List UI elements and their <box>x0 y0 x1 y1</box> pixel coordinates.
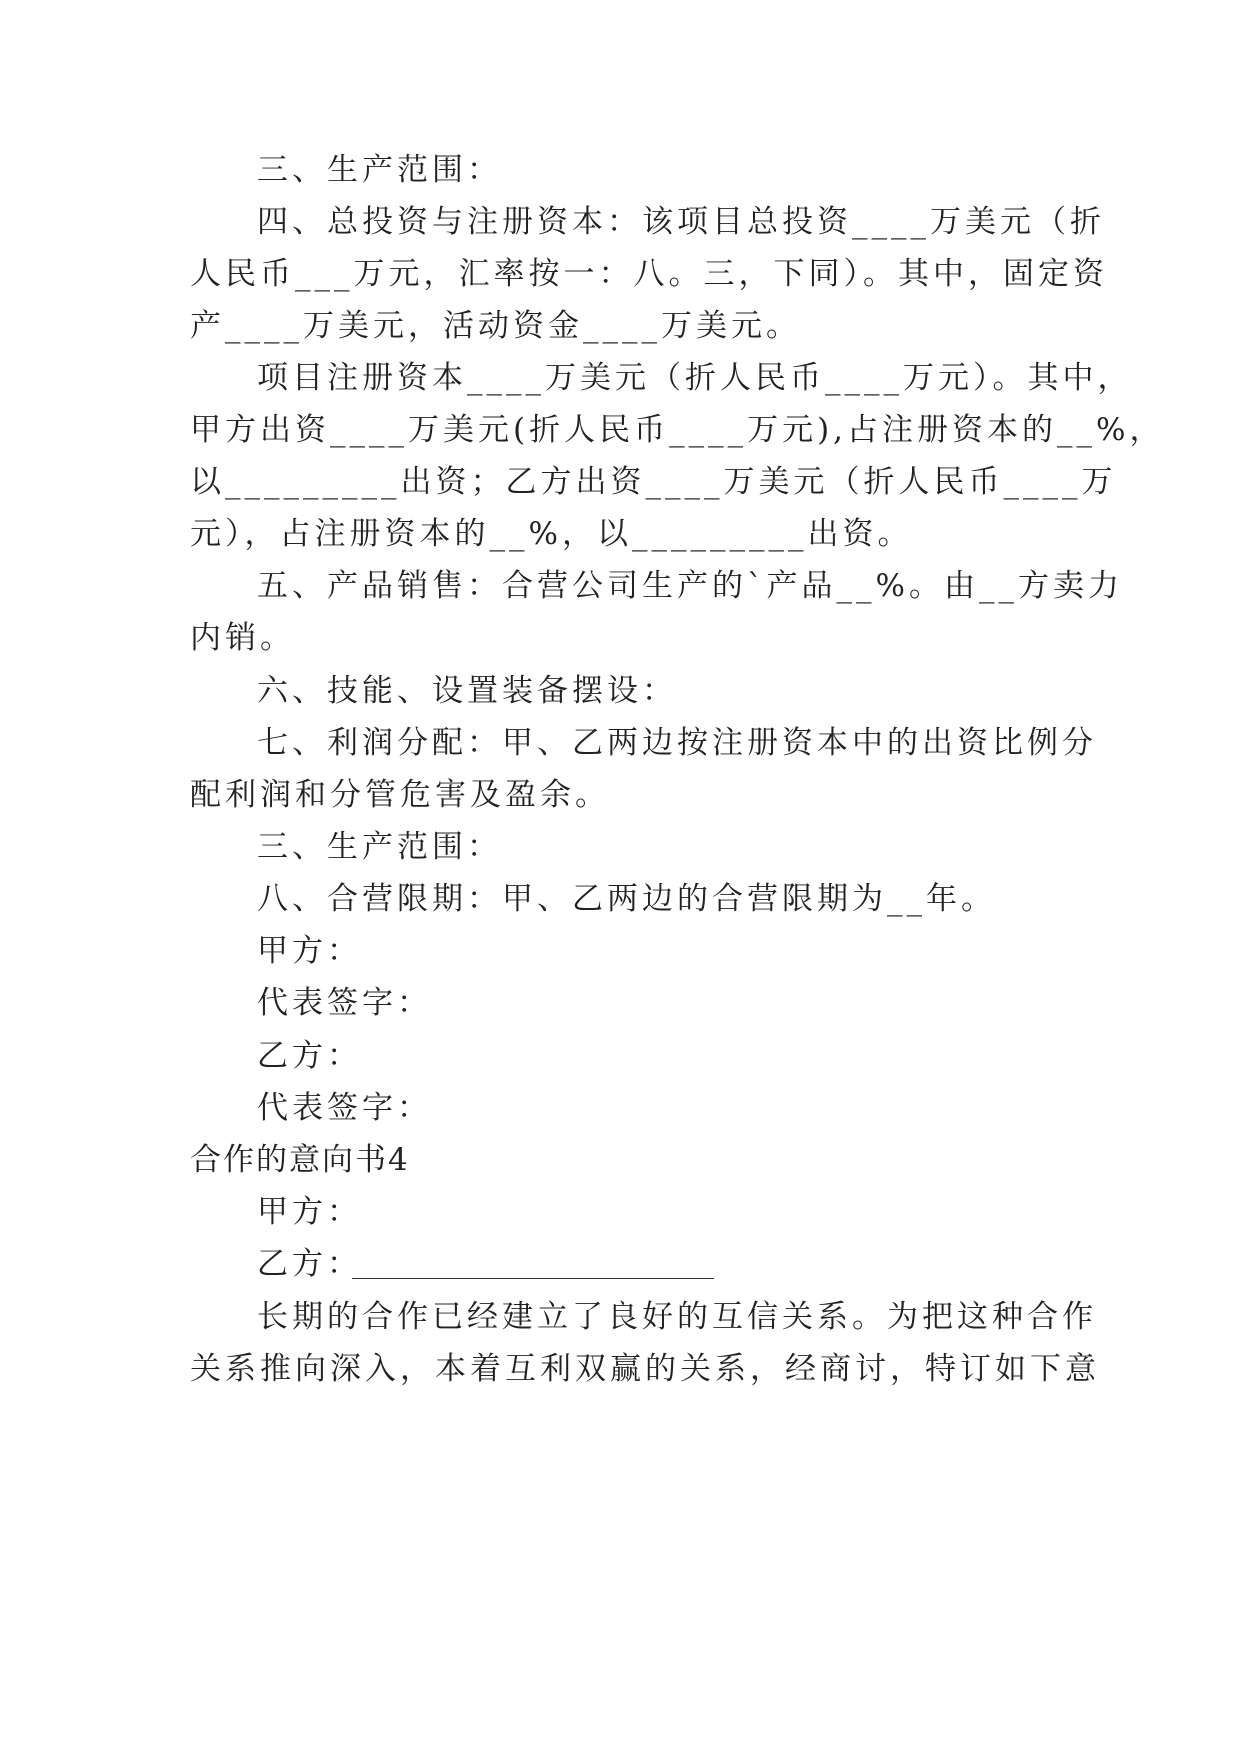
body-paragraph-line-1: 长期的合作已经建立了良好的互信关系。为把这种合作 <box>257 1299 1097 1335</box>
party-a-signature-label: 代表签字： <box>257 985 432 1021</box>
section-8-line: 八、合营限期：甲、乙两边的合营限期为__年。 <box>257 881 996 917</box>
letter-party-b-label: 乙方： <box>257 1246 362 1282</box>
section-4-line-1: 四、总投资与注册资本：该项目总投资____万美元（折 <box>257 204 1105 240</box>
section-6-heading: 六、技能、设置装备摆设： <box>257 673 677 709</box>
party-b-blank-underline <box>352 1278 714 1279</box>
capital-line-4: 元），占注册资本的__%，以_________出资。 <box>190 516 913 552</box>
body-paragraph-line-2: 关系推向深入，本着互利双赢的关系，经商讨，特订如下意 <box>190 1351 1100 1387</box>
section-7-line-1: 七、利润分配：甲、乙两边按注册资本中的出资比例分 <box>257 725 1097 761</box>
section-3-heading: 三、生产范围： <box>257 152 502 188</box>
capital-line-2: 甲方出资____万美元(折人民币____万元),占注册资本的__%， <box>190 412 1165 448</box>
capital-line-1: 项目注册资本____万美元（折人民币____万元）。其中， <box>257 360 1133 396</box>
party-b-label: 乙方： <box>257 1038 362 1074</box>
section-5-line-1: 五、产品销售：合营公司生产的`产品__%。由__方卖力 <box>257 568 1123 604</box>
party-b-signature-label: 代表签字： <box>257 1090 432 1126</box>
section-title-letter-4: 合作的意向书4 <box>190 1142 410 1178</box>
capital-line-3: 以_________出资；乙方出资____万美元（折人民币____万 <box>190 464 1117 500</box>
section-7-line-2: 配利润和分管危害及盈余。 <box>190 777 610 813</box>
party-a-label: 甲方： <box>257 933 362 969</box>
section-4-line-2: 人民币___万元，汇率按一：八。三，下同）。其中，固定资 <box>190 256 1108 292</box>
section-5-line-2: 内销。 <box>190 620 295 656</box>
letter-party-a-label: 甲方： <box>257 1194 362 1230</box>
section-3-repeat-heading: 三、生产范围： <box>257 829 502 865</box>
section-4-line-3: 产____万美元，活动资金____万美元。 <box>190 308 801 344</box>
